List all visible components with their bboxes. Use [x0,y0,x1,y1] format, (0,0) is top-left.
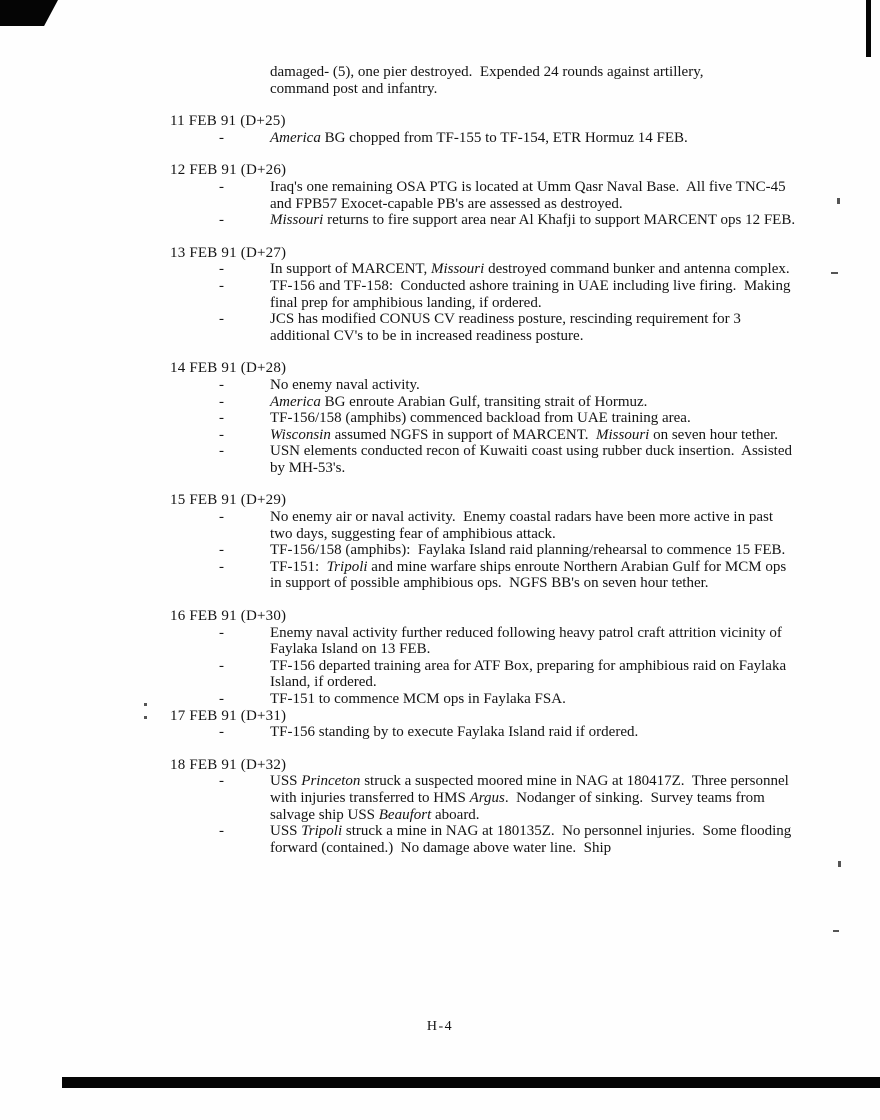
entry-text: TF-156 standing by to execute Faylaka Island raid if ordered. [270,724,639,741]
entry-item [219,376,798,394]
ship-name: America [270,129,321,146]
entry-date: 13 FEB 91 (D+27) [170,244,287,261]
entry-text: TF-156/158 (amphibs) commenced backload from UAE training area. [270,410,691,427]
entry-text: TF-156 departed training area for ATF Box, preparing for amphibious raid on Faylaka Island, if ordered. [270,657,790,691]
bullet-dash: - [219,773,224,790]
entry-date: 18 FEB 91 (D+32) [170,756,287,773]
entry-group [170,608,800,708]
bullet-dash: - [219,624,224,641]
entry-text: assumed NGFS in support of MARCENT. [330,426,596,443]
bullet-dash: - [219,376,224,393]
ship-name: Tripoli [326,558,368,575]
entry-text: and mine warfare ships enroute Northern Arabian Gulf for MCM ops in support of possible amphibious ops. NGFS BB's on seven hour tether. [270,558,790,592]
entry-text: aboard. [431,806,480,823]
scan-noise [837,198,840,204]
entry-text: Enemy naval activity further reduced following heavy patrol craft attrition vicinity of Faylaka Island on 13 FEB. [270,624,786,658]
entry-text: BG enroute Arabian Gulf, transiting strait of Hormuz. [320,393,648,410]
scan-artifact-top-left [0,0,58,26]
bullet-dash: - [219,311,224,328]
bullet-dash: - [219,724,224,741]
ship-name: Wisconsin [270,426,331,443]
ship-name: Missouri [270,212,324,229]
entry-item [219,261,798,278]
entry-item [219,542,798,559]
entry-item [219,823,798,856]
entry-item [219,410,798,427]
entry-item [219,724,798,741]
entry-text: TF-156 and TF-158: Conducted ashore training in UAE including live firing. Making final prep for amphibious landing, if ordered. [270,277,795,311]
entry-group [170,492,800,592]
entry-date: 15 FEB 91 (D+29) [170,492,287,509]
entry-text: TF-151: [270,558,327,575]
entry-date: 14 FEB 91 (D+28) [170,360,287,377]
continuation-line: command post and infantry. [270,80,438,97]
entry-text: Iraq's one remaining OSA PTG is located at Umm Qasr Naval Base. All five TNC-45 and FPB57 Exocet-capable PB's are assessed as destroyed. [270,178,790,212]
entry-text: . Nodanger of sinking. Survey teams from salvage ship USS [270,789,769,823]
entry-item [219,691,798,708]
bullet-dash: - [219,542,224,559]
scan-noise [833,930,839,932]
bullet-dash: - [219,509,224,526]
ship-name: Tripoli [301,823,343,840]
bullet-dash: - [219,277,224,294]
bullet-dash: - [219,426,224,443]
bullet-dash: - [219,410,224,427]
entry-item [219,509,798,542]
bullet-dash: - [219,691,224,707]
entry-text: struck a suspected moored mine in NAG at 180417Z. Three personnel with injuries transferred to HMS [270,773,793,806]
entry-text: BG chopped from TF-155 to TF-154, ETR Hormuz 14 FEB. [320,129,688,146]
entry-text: USN elements conducted recon of Kuwaiti coast using rubber duck insertion. Assisted by MH-53's. [270,443,796,476]
continuation-paragraph [270,64,800,97]
bullet-dash: - [219,261,224,278]
entry-item [219,393,798,411]
document-body [170,64,800,856]
bullet-dash: - [219,178,224,195]
scan-artifact-top-right [866,0,871,57]
entry-text: TF-156/158 (amphibs): Faylaka Island raid planning/rehearsal to commence 15 FEB. [270,542,786,559]
entry-item [219,212,798,229]
entry-text: No enemy naval activity. [270,376,420,393]
entry-group [170,757,800,857]
entry-text: on seven hour tether. [649,426,779,443]
ship-name: Missouri [430,261,485,278]
entry-item [219,443,798,476]
entry-text: returns to fire support area near Al Khafji to support MARCENT ops 12 FEB. [323,212,796,229]
entry-text: USS [270,773,302,790]
entry-text: In support of MARCENT, [270,261,431,278]
scan-noise [144,703,147,706]
entry-group [170,708,800,741]
entry-date: 11 FEB 91 (D+25) [170,113,286,130]
entry-item [219,426,798,444]
entry-item [219,129,798,147]
bullet-dash: - [219,823,224,840]
entry-date: 16 FEB 91 (D+30) [170,608,287,625]
entry-group [170,360,800,476]
bullet-dash: - [219,558,224,575]
entry-group [170,245,800,345]
page-number: H-4 [426,1019,454,1034]
entry-text: struck a mine in NAG at 180135Z. No personnel injuries. Some flooding forward (contained.) No damage above water line. Ship [270,823,795,856]
entry-text: TF-151 to commence MCM ops in Faylaka FSA. [270,691,566,707]
entry-text: No enemy air or naval activity. Enemy coastal radars have been more active in past two days, suggesting fear of amphibious attack. [270,509,777,542]
ship-name: Missouri [596,426,650,443]
entry-groups [170,113,800,856]
bullet-dash: - [219,212,224,229]
bullet-dash: - [219,443,224,460]
entry-item [219,558,798,592]
entry-group [170,162,800,228]
ship-name: America [270,393,321,410]
continuation-line: damaged- (5), one pier destroyed. Expended 24 rounds against artillery, [270,64,704,80]
entry-date: 12 FEB 91 (D+26) [170,162,287,179]
entry-text: USS [270,823,302,840]
entry-item [219,311,798,344]
scan-noise [831,272,838,274]
entry-item [219,624,798,658]
entry-item [219,773,798,823]
scan-artifact-bottom-bar [62,1077,880,1088]
ship-name: Princeton [301,773,361,790]
entry-item [219,178,798,212]
entry-item [219,277,798,311]
entry-item [219,657,798,691]
ship-name: Argus [469,789,505,806]
ship-name: Beaufort [378,806,432,823]
bullet-dash: - [219,393,224,410]
bullet-dash: - [219,129,224,146]
entry-text: destroyed command bunker and antenna complex. [484,261,790,278]
scan-noise [838,861,841,867]
entry-text: JCS has modified CONUS CV readiness posture, rescinding requirement for 3 additional CV's to be in increased readiness posture. [270,311,745,344]
scan-noise [144,716,147,719]
entry-date: 17 FEB 91 (D+31) [170,707,287,724]
entry-group [170,113,800,146]
bullet-dash: - [219,657,224,674]
